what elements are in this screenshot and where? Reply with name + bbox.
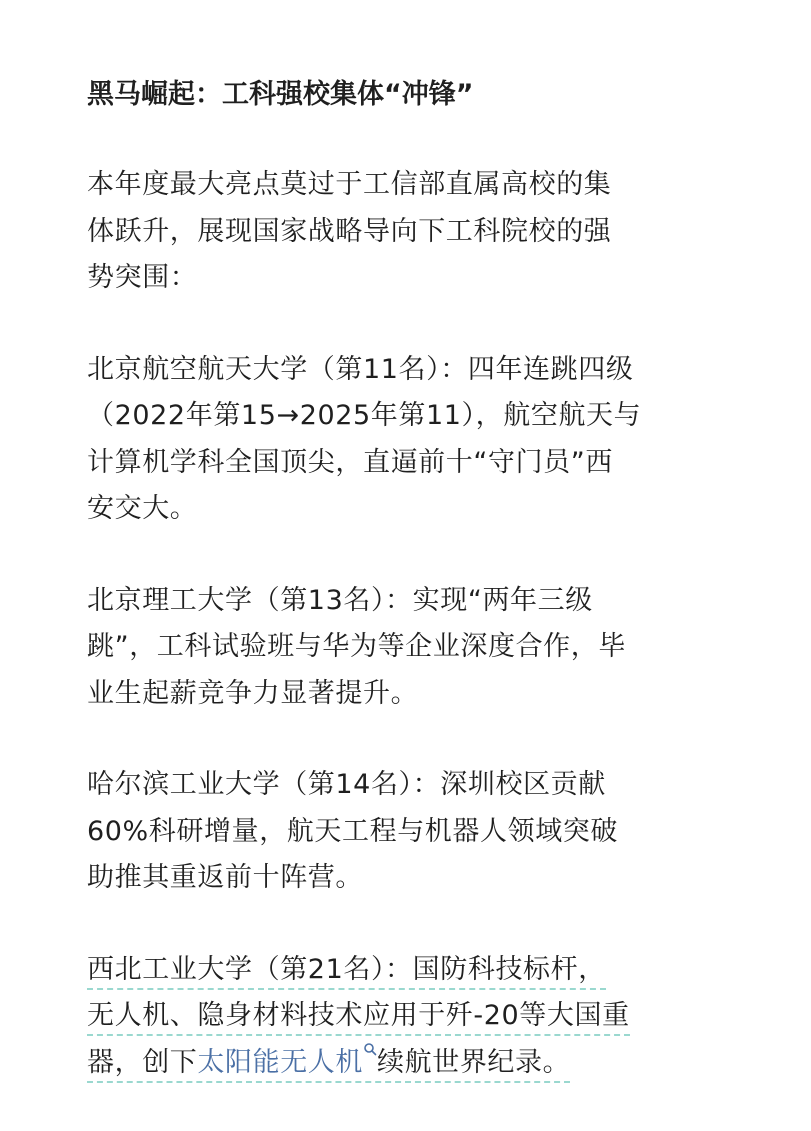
nwpu-line-text: 无人机、隐身材料技术应用于歼-20等大国重 [87, 1000, 630, 1036]
intro-line: 体跃升，展现国家战略导向下工科院校的强 [87, 215, 612, 247]
nwpu-line [87, 947, 697, 994]
search-icon[interactable] [363, 1042, 377, 1062]
bit-paragraph [87, 578, 697, 718]
nwpu-line-text: 器，创下 [87, 1046, 198, 1078]
buaa-line: （2022年第15→2025年第11），航空航天与 [87, 400, 642, 431]
nwpu-paragraph [87, 947, 697, 1087]
bit-line: 北京理工大学（第13名）：实现“两年三级 [87, 584, 593, 616]
nwpu-line-text: 西北工业大学（第21名）：国防科技标杆， [87, 954, 606, 990]
hit-line: 60%科研增量，航天工程与机器人领域突破 [87, 815, 619, 847]
intro-paragraph [87, 162, 697, 302]
search-link[interactable]: 太阳能无人机 [197, 1046, 364, 1078]
buaa-paragraph [87, 347, 697, 533]
intro-line: 本年度最大亮点莫过于工信部直属高校的集 [87, 169, 612, 200]
buaa-line: 安交大。 [87, 493, 198, 524]
nwpu-line [87, 1040, 697, 1087]
intro-line: 势突围： [87, 262, 198, 293]
buaa-line: 北京航空航天大学（第11名）：四年连跳四级 [87, 353, 634, 385]
hit-line: 哈尔滨工业大学（第14名）：深圳校区贡献 [87, 769, 606, 800]
bit-line: 跳”，工科试验班与华为等企业深度合作，毕 [87, 631, 626, 662]
bit-line: 业生起薪竞争力显著提升。 [87, 677, 419, 709]
nwpu-line [87, 993, 697, 1040]
hit-paragraph [87, 762, 697, 902]
buaa-line: 计算机学科全国顶尖，直逼前十“守门员”西 [87, 446, 613, 478]
hit-line: 助推其重返前十阵营。 [87, 862, 363, 893]
section-heading: 黑马崛起：工科强校集体“冲锋” [87, 79, 474, 110]
nwpu-line-text: 续航世界纪录。 [377, 1046, 571, 1078]
article-body [87, 70, 697, 1131]
